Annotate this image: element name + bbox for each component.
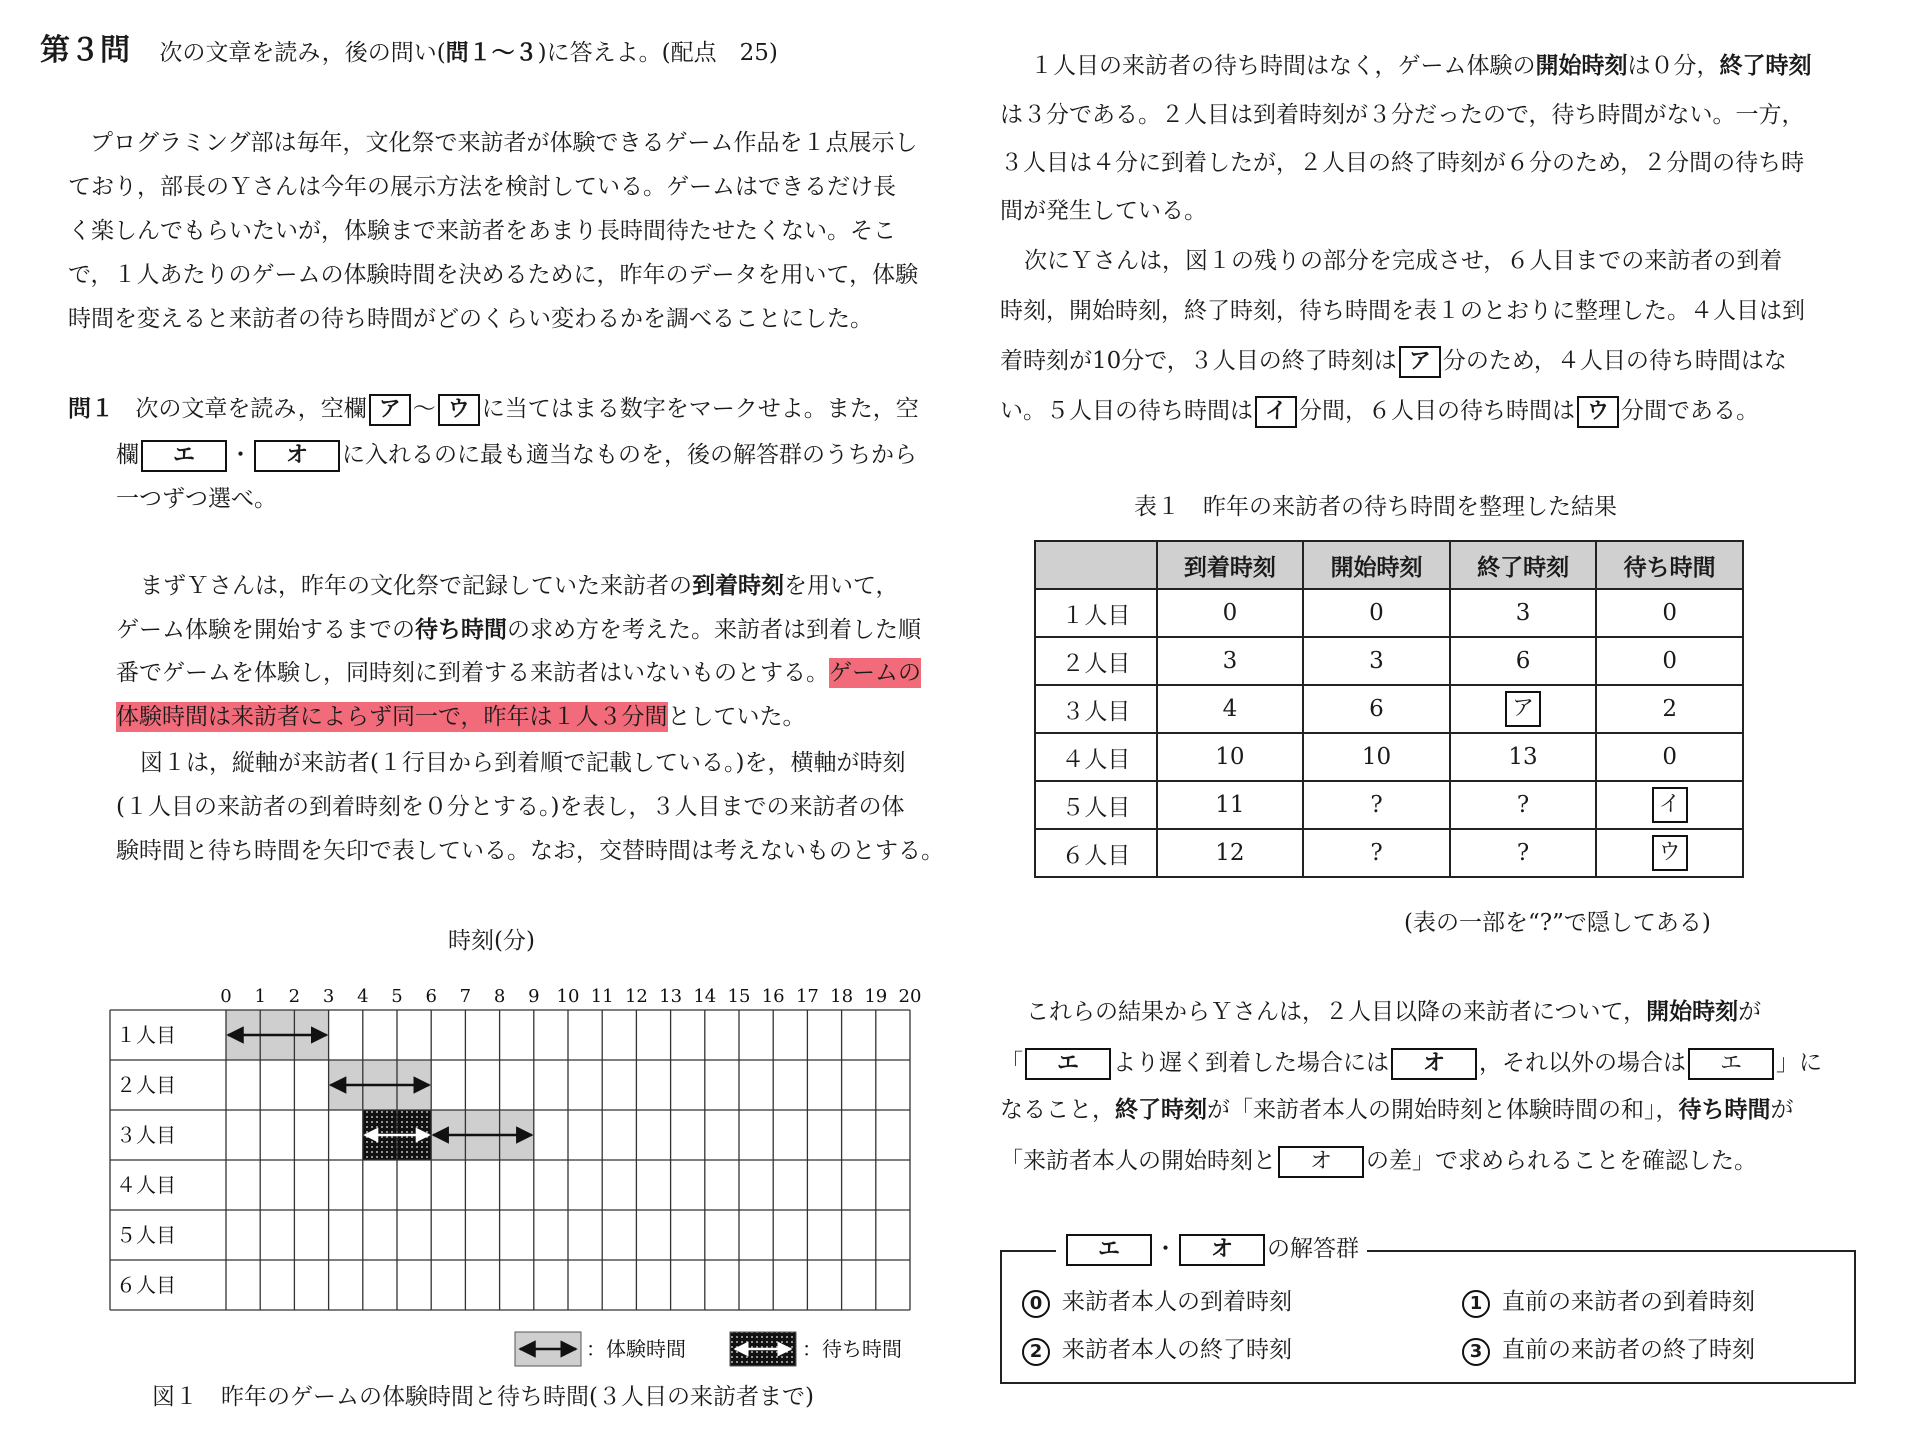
- answer-option-3[interactable]: [1462, 1338, 1755, 1366]
- tick-label: 8: [493, 986, 506, 1007]
- legend-wait-label: ：待ち時間: [802, 1337, 902, 1361]
- table-cell: [1450, 685, 1597, 733]
- tick-label: 10: [556, 986, 580, 1007]
- intro-line: く楽しんでもらいたいが，体験まで来訪者をあまり長時間待たせたくない。そこ: [68, 218, 896, 244]
- tick-label: 16: [761, 986, 785, 1007]
- table-header-cell: 開始時刻: [1303, 541, 1450, 589]
- table-cell: [1596, 829, 1743, 877]
- p2-text: ゲーム体験を開始するまでの: [116, 617, 415, 643]
- p2-text: 番でゲームを体験し，同時刻に到着する来訪者はいないものとする。: [116, 660, 829, 686]
- table-cell: 0: [1596, 589, 1743, 637]
- p2-bold: 待ち時間: [415, 616, 507, 643]
- table-note: (表の一部を“?”で隠してある): [1404, 910, 1711, 936]
- row-label: ２人目: [116, 1073, 176, 1097]
- tick-label: 5: [391, 986, 403, 1007]
- table-cell: 11: [1157, 781, 1304, 829]
- r2-line-2: 時刻，開始時刻，終了時刻，待ち時間を表１のとおりに整理した。４人目は到: [1000, 298, 1805, 324]
- option-text: 直前の来訪者の到着時刻: [1502, 1289, 1755, 1315]
- p2-line-3: [116, 662, 921, 685]
- table-cell: 3: [1303, 637, 1450, 685]
- table-row: [1035, 685, 1743, 733]
- c-text: これらの結果からＹさんは，２人目以降の来訪者について，: [1026, 999, 1647, 1025]
- r1-bold: 終了時刻: [1719, 52, 1812, 79]
- table-cell: 2: [1596, 685, 1743, 733]
- q1-text: 欄: [116, 442, 139, 468]
- table-row: [1035, 829, 1743, 877]
- table-cell: 0: [1157, 589, 1304, 637]
- r2-text: 着時刻が10分で，３人目の終了時刻は: [1000, 348, 1397, 374]
- table-cell: 10: [1303, 733, 1450, 781]
- blank-u: ウ: [438, 394, 480, 426]
- tick-label: 12: [624, 986, 648, 1007]
- q1-line-1: [68, 394, 919, 426]
- highlighted-text: ゲームの: [829, 660, 921, 686]
- p2-bold: 到着時刻: [692, 572, 784, 599]
- tick-label: 3: [322, 986, 335, 1007]
- table-cell: 3: [1157, 637, 1304, 685]
- blank-o: オ: [1278, 1146, 1364, 1178]
- r2-text: 分間，６人目の待ち時間は: [1299, 398, 1576, 424]
- c-text: 」に: [1776, 1050, 1823, 1076]
- r2-line-4: [1000, 396, 1759, 428]
- table-cell: 3: [1450, 589, 1597, 637]
- c-bold: 開始時刻: [1646, 998, 1739, 1025]
- intro-line: ており，部長のＹさんは今年の展示方法を検討している。ゲームはできるだけ長: [68, 174, 896, 200]
- c-text: 「: [1000, 1050, 1023, 1076]
- blank-i: イ: [1255, 396, 1297, 428]
- r2-line-3: [1000, 346, 1787, 378]
- r1-line-4: 間が発生している。: [1000, 198, 1207, 224]
- r2-line-1: 次にＹさんは，図１の残りの部分を完成させ，６人目までの来訪者の到着: [1024, 248, 1783, 274]
- table-row: [1035, 733, 1743, 781]
- r2-text: い。５人目の待ち時間は: [1000, 398, 1253, 424]
- c-bold: 待ち時間: [1678, 1096, 1771, 1123]
- table-cell: ?: [1303, 829, 1450, 877]
- r1-bold: 開始時刻: [1535, 52, 1628, 79]
- row-label: ６人目: [116, 1273, 176, 1297]
- instruction-text: 次の文章を読み，後の問い(: [159, 40, 446, 66]
- table-blank-box: イ: [1652, 787, 1688, 823]
- q1-text: に当てはまる数字をマークせよ。また，空: [481, 396, 919, 422]
- table-row-label: ５人目: [1035, 781, 1157, 829]
- q1-text: 次の文章を読み，空欄: [135, 396, 367, 422]
- intro-line: で，１人あたりのゲームの体験時間を決めるために，昨年のデータを用いて，体験: [68, 262, 919, 288]
- answer-dot: ・: [1154, 1236, 1178, 1262]
- tick-label: 2: [288, 986, 301, 1007]
- p2-line-2: [116, 618, 921, 642]
- answer-title-text: の解答群: [1267, 1236, 1360, 1262]
- table-row: [1035, 637, 1743, 685]
- blank-e: エ: [1066, 1234, 1152, 1266]
- q1-line-2: [116, 440, 917, 472]
- c-line-2: [1000, 1048, 1822, 1080]
- question-header: [40, 33, 778, 68]
- tick-label: 4: [357, 986, 369, 1007]
- r1-text: １人目の来訪者の待ち時間はなく，ゲーム体験の: [1030, 53, 1536, 79]
- table-cell: 6: [1450, 637, 1597, 685]
- intro-line: 時間を変えると来訪者の待ち時間がどのくらい変わるかを調べることにした。: [68, 306, 873, 332]
- intro-line: プログラミング部は毎年，文化祭で来訪者が体験できるゲーム作品を１点展示し: [90, 130, 918, 156]
- q1-line-3: 一つずつ選べ。: [116, 486, 277, 512]
- tick-label: 20: [898, 986, 922, 1007]
- instruction-bold: 問１～３: [445, 39, 538, 66]
- gantt-chart: [110, 970, 930, 1361]
- c-text: が「来訪者本人の開始時刻と体験時間の和」，: [1207, 1097, 1679, 1123]
- table-row: [1035, 781, 1743, 829]
- option-number: 3: [1462, 1338, 1490, 1366]
- tick-label: 15: [727, 986, 751, 1007]
- table-cell: 6: [1303, 685, 1450, 733]
- c-line-4: [1000, 1146, 1757, 1178]
- option-number: 0: [1022, 1290, 1050, 1318]
- tick-label: 6: [425, 986, 437, 1007]
- question-label: 第３問: [40, 33, 130, 68]
- p3-line: 図１は，縦軸が来訪者(１行目から到着順で記載している。)を，横軸が時刻: [140, 750, 906, 776]
- table-cell: ?: [1450, 829, 1597, 877]
- option-text: 来訪者本人の終了時刻: [1062, 1337, 1292, 1363]
- r1-text: は０分，: [1627, 53, 1720, 79]
- table-row-label: ３人目: [1035, 685, 1157, 733]
- option-number: 1: [1462, 1290, 1490, 1318]
- r2-text: 分間である。: [1621, 398, 1760, 424]
- table-blank-box: ア: [1505, 691, 1541, 727]
- table-cell: 12: [1157, 829, 1304, 877]
- c-text: の差」で求められることを確認した。: [1366, 1148, 1758, 1174]
- blank-e: エ: [1025, 1048, 1111, 1080]
- table-row-label: ６人目: [1035, 829, 1157, 877]
- tick-label: 9: [528, 986, 540, 1007]
- table-row-label: ４人目: [1035, 733, 1157, 781]
- table-blank-box: ウ: [1652, 835, 1688, 871]
- table-cell: [1596, 781, 1743, 829]
- blank-e: エ: [141, 440, 227, 472]
- table-row-label: ２人目: [1035, 637, 1157, 685]
- p3-line: 験時間と待ち時間を矢印で表している。なお，交替時間は考えないものとする。: [116, 838, 944, 864]
- c-text: ，それ以外の場合は: [1479, 1050, 1687, 1076]
- p3-line: (１人目の来訪者の到着時刻を０分とする。)を表し，３人目までの来訪者の体: [116, 794, 905, 820]
- c-text: が: [1738, 999, 1762, 1025]
- p2-line-4: [116, 706, 806, 729]
- table-cell: ?: [1450, 781, 1597, 829]
- table-cell: 10: [1157, 733, 1304, 781]
- instruction-text-end: )に答えよ。(配点 25): [537, 40, 778, 66]
- tick-label: 18: [830, 986, 854, 1007]
- q1-tilde: ～: [412, 396, 436, 422]
- result-table: [1034, 540, 1744, 878]
- tick-label: 11: [590, 986, 614, 1007]
- row-label: １人目: [116, 1023, 176, 1047]
- c-line-1: [1026, 1000, 1761, 1024]
- blank-a: ア: [369, 394, 411, 426]
- c-text: なること，: [1000, 1097, 1115, 1123]
- p2-text: の求め方を考えた。来訪者は到着した順: [507, 617, 921, 643]
- c-text: より遅く到着した場合には: [1113, 1050, 1390, 1076]
- c-bold: 終了時刻: [1115, 1096, 1207, 1123]
- tick-label: 14: [693, 986, 717, 1007]
- row-label: ４人目: [116, 1173, 176, 1197]
- table-header-row: [1035, 541, 1743, 589]
- figure-caption: 図１ 昨年のゲームの体験時間と待ち時間(３人目の来訪者まで): [152, 1384, 814, 1410]
- tick-label: 19: [864, 986, 888, 1007]
- blank-u: ウ: [1577, 396, 1619, 428]
- table-cell: 13: [1450, 733, 1597, 781]
- q1-label: 問１: [68, 395, 114, 422]
- q1-text: に入れるのに最も適当なものを，後の解答群のうちから: [342, 442, 918, 468]
- r1-line-1: [1030, 54, 1812, 78]
- row-label: ３人目: [116, 1123, 176, 1147]
- r1-line-3: ３人目は４分に到着したが，２人目の終了時刻が６分のため，２分間の待ち時: [1000, 150, 1805, 176]
- p2-text: としていた。: [667, 704, 806, 730]
- r1-line-2: は３分である。２人目は到着時刻が３分だったので，待ち時間がない。一方，: [1000, 102, 1805, 128]
- blank-o: オ: [1391, 1048, 1477, 1080]
- highlighted-text: 体験時間は来訪者によらず同一で，昨年は１人３分間: [116, 704, 668, 730]
- answer-group-title: [1056, 1234, 1367, 1266]
- answer-option-1[interactable]: [1462, 1290, 1755, 1318]
- p2-text: まずＹさんは，昨年の文化祭で記録していた来訪者の: [140, 573, 692, 599]
- table-header-cell: [1035, 541, 1157, 589]
- option-text: 来訪者本人の到着時刻: [1062, 1289, 1292, 1315]
- blank-o: オ: [1179, 1234, 1265, 1266]
- blank-o: オ: [254, 440, 340, 472]
- c-text: 「来訪者本人の開始時刻と: [1000, 1148, 1276, 1174]
- answer-option-0[interactable]: [1022, 1290, 1292, 1318]
- table-header-cell: 終了時刻: [1450, 541, 1597, 589]
- table-header-cell: 到着時刻: [1157, 541, 1304, 589]
- p2-text: を用いて，: [784, 573, 899, 599]
- answer-option-2[interactable]: [1022, 1338, 1292, 1366]
- blank-a: ア: [1399, 346, 1441, 378]
- tick-label: 1: [254, 986, 266, 1007]
- table-header-cell: 待ち時間: [1596, 541, 1743, 589]
- tick-label: 13: [659, 986, 683, 1007]
- table-row-label: １人目: [1035, 589, 1157, 637]
- p2-line-1: [140, 574, 899, 598]
- table-cell: 0: [1596, 637, 1743, 685]
- option-text: 直前の来訪者の終了時刻: [1502, 1337, 1755, 1363]
- table-row: [1035, 589, 1743, 637]
- tick-label: 7: [459, 986, 472, 1007]
- tick-label: 0: [220, 986, 232, 1007]
- table-cell: 4: [1157, 685, 1304, 733]
- figure-axis-title: 時刻(分): [448, 928, 535, 954]
- blank-e: エ: [1688, 1048, 1774, 1080]
- q1-dot: ・: [229, 442, 253, 468]
- table-cell: 0: [1596, 733, 1743, 781]
- table-title: 表１ 昨年の来訪者の待ち時間を整理した結果: [1134, 494, 1617, 520]
- option-number: 2: [1022, 1338, 1050, 1366]
- tick-label: 17: [795, 986, 819, 1007]
- r2-text: 分のため，４人目の待ち時間はな: [1442, 348, 1787, 374]
- table-cell: ?: [1303, 781, 1450, 829]
- c-text: が: [1770, 1097, 1794, 1123]
- table-cell: 0: [1303, 589, 1450, 637]
- legend-play-label: ：体験時間: [586, 1337, 686, 1361]
- c-line-3: [1000, 1098, 1794, 1122]
- row-label: ５人目: [116, 1223, 176, 1247]
